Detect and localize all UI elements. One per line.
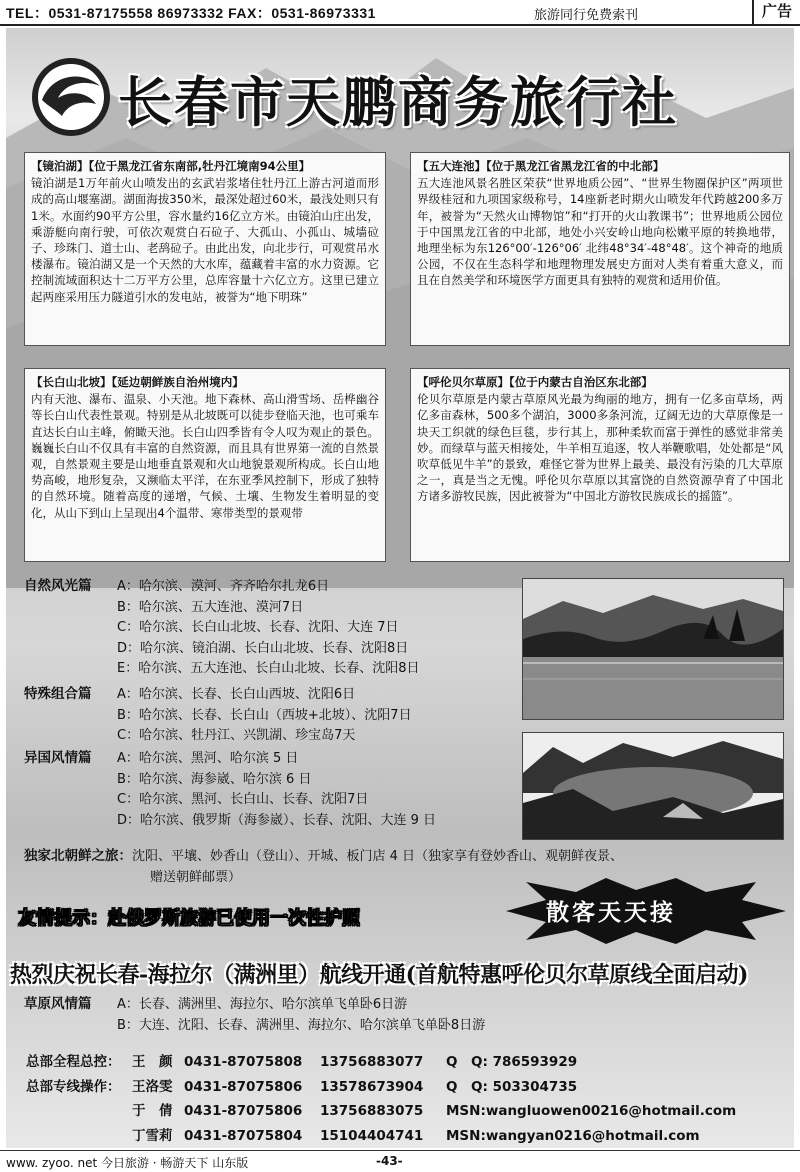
- company-name: 长春市天鹏商务旅行社: [118, 70, 678, 134]
- contact-row: [26, 1050, 736, 1075]
- routes-foreign: [24, 748, 436, 831]
- contact-name: 王 颜: [132, 1054, 173, 1070]
- attraction-card-changbaishan: [24, 368, 386, 562]
- attraction-description: 内有天池、瀑布、温泉、小天池。地下森林、高山滑雪场、岳桦幽谷等长白山代表性景观。特别是从北坡既可以徒步登临天池，也可乘车直达长白山主峰，俯瞰天池。长白山四季皆有令人叹为观止的景色。巍巍长白山不仅具有丰富的自然资源，而且具有世界第一流的自然景观，自然景观主要是山地垂直景观和火山地貌景观所构成。长白山地势高峻，地形复杂，又濒临太平洋，在东亚季风控制下，形成了独特的自然环境。随着高度的递增，气候、土壤、生物发生着明显的变化，从山下到山上呈现出4个温带、寒带类型的景观带: [31, 392, 379, 520]
- routes-special: [24, 684, 412, 747]
- company-logo: [30, 56, 112, 138]
- route-item: D：哈尔滨、俄罗斯（海参崴）、长春、沈阳、大连 9 日: [117, 812, 437, 828]
- attraction-title: 【长白山北坡】【延边朝鲜族自治州境内】: [31, 375, 244, 389]
- route-item: A：长春、满洲里、海拉尔、哈尔滨单飞单卧6日游: [117, 997, 408, 1012]
- route-item: B：哈尔滨、长春、长白山（西坡+北坡）、沈阳7日: [117, 707, 412, 723]
- contact-role: 总部全程总控：: [26, 1054, 121, 1070]
- contact-tel: 0431-87075808: [184, 1054, 303, 1070]
- contact-name: 王洛雯: [132, 1078, 173, 1095]
- attraction-title: 【镜泊湖】【位于黑龙江省东南部,牡丹江境南94公里】: [31, 159, 311, 173]
- contact-row: [26, 1099, 736, 1124]
- advertisement: [6, 28, 794, 1148]
- contact-mobile: 15104404741: [320, 1127, 424, 1144]
- attraction-card-wudalianchi: [410, 152, 790, 346]
- contact-im: wangluowen00216@hotmail.com: [485, 1103, 737, 1119]
- attraction-description: 伦贝尔草原是内蒙古草原风光最为绚丽的地方，拥有一亿多亩草场，两亿多亩森林，500多个湖泊，3000多条河流，辽阔无边的大草原像是一块天工织就的绿色巨毯，步行其上，那种柔软而富于弹性的感觉非常美妙。而绿草与蓝天相接处，牛羊相互追逐，牧人举鞭歌唱，处处都是“风吹草低见牛羊”的景致，难怪它誉为世界上最美、最没有污染的几大草原之一，真是当之无愧。呼伦贝尔草原以其富饶的自然资源孕育了中国北方诸多游牧民族，因此被誉为“中国北方游牧民族成长的摇篮”。: [417, 392, 783, 504]
- page-number: -43-: [376, 1154, 403, 1168]
- route-item: C：哈尔滨、牡丹江、兴凯湖、珍宝岛7天: [117, 728, 356, 743]
- contact-im: 786593929: [492, 1054, 578, 1070]
- lake-photo: [522, 578, 784, 720]
- friendly-tip: 友情提示：赴俄罗斯旅游已使用一次性护照: [18, 908, 360, 929]
- attraction-card-jingpo: [24, 152, 386, 346]
- footer: [0, 1150, 800, 1172]
- route-item: A：哈尔滨、黑河、哈尔滨 5 日: [117, 751, 299, 766]
- route-item: C：哈尔滨、长白山北坡、长春、沈阳、大连 7日: [117, 620, 399, 635]
- footer-site: www. zyoo. net 今日旅游 · 畅游天下 山东版: [6, 1156, 249, 1170]
- contact-tel: 0431-87075804: [184, 1127, 303, 1144]
- contact-list: [26, 1050, 736, 1148]
- top-bar: [0, 0, 800, 26]
- route-item: B：哈尔滨、五大连池、漠河7日: [117, 599, 304, 615]
- contact-im: wangyan0216@hotmail.com: [485, 1127, 700, 1144]
- routes-grassland: [24, 994, 485, 1036]
- contact-name: 丁雪莉: [132, 1127, 173, 1144]
- contact-mobile: 13756883077: [320, 1054, 424, 1070]
- route-label: 特殊组合篇: [24, 686, 92, 702]
- route-launch-banner: 热烈庆祝长春-海拉尔（满洲里）航线开通(首航特惠呼伦贝尔草原线全面启动): [10, 962, 748, 988]
- mountain-lake-photo: [522, 732, 784, 840]
- attraction-description: 五大连池风景名胜区荣获“世界地质公园”、“世界生物圈保护区”两项世界级桂冠和九项国家级称号，14座新老时期火山喷发年代跨越200多万年，被誉为“天然火山博物馆”和“打开的火山教课书”；世界地质公园位于中国黑龙江省的中北部，地处小兴安岭山地向松嫩平原的转换地带，地理坐标为东126°00′-126°06′ 北纬48°34′-48°48′。这个神奇的地质公园，不仅在生态科学和地理物理发展史方面对人类有着重大意义，而且在自然美学和环境医学方面更具有独特的观赏和适用价值。: [417, 176, 783, 288]
- contact-name: 于 倩: [132, 1103, 173, 1119]
- route-label: 草原风情篇: [24, 996, 92, 1012]
- contact-im-label: Q Q:: [446, 1054, 488, 1070]
- route-item: B：哈尔滨、海参崴、哈尔滨 6 日: [117, 771, 312, 787]
- korea-label: 独家北朝鲜之旅：: [24, 848, 132, 864]
- header-contact: TEL：0531-87175558 86973332 FAX：0531-86973331: [6, 5, 376, 21]
- attraction-title: 【五大连池】【位于黑龙江省黑龙江省的中北部】: [417, 159, 665, 173]
- route-label: 异国风情篇: [24, 750, 92, 766]
- route-item: B：大连、沈阳、长春、满洲里、海拉尔、哈尔滨单飞单卧8日游: [117, 1017, 486, 1033]
- header-slogan: 旅游同行免费索刊: [534, 7, 639, 22]
- attraction-title: 【呼伦贝尔草原】【位于内蒙古自治区东北部】: [417, 375, 653, 389]
- routes-nature: [24, 576, 420, 680]
- route-item: D：哈尔滨、镜泊湖、长白山北坡、长春、沈阳8日: [117, 640, 409, 656]
- ad-tag: 广告: [752, 0, 800, 24]
- contact-im-label: MSN:: [446, 1103, 486, 1119]
- contact-tel: 0431-87075806: [184, 1103, 303, 1119]
- contact-row: [26, 1075, 736, 1100]
- korea-line1: 沈阳、平壤、妙香山（登山）、开城、板门店 4 日（独家享有登妙香山、观朝鲜夜景、: [132, 849, 624, 864]
- route-label: 自然风光篇: [24, 578, 92, 594]
- route-item: E：哈尔滨、五大连池、长白山北坡、长春、沈阳8日: [117, 661, 420, 676]
- contact-row: [26, 1124, 736, 1149]
- route-item: C：哈尔滨、黑河、长白山、长春、沈阳7日: [117, 792, 369, 807]
- contact-im: 503304735: [492, 1078, 578, 1095]
- contact-mobile: 13756883075: [320, 1103, 424, 1119]
- contact-tel: 0431-87075806: [184, 1078, 303, 1095]
- contact-im-label: Q Q:: [446, 1078, 488, 1095]
- route-item: A：哈尔滨、漠河、齐齐哈尔扎龙6日: [117, 579, 330, 594]
- contact-mobile: 13578673904: [320, 1078, 424, 1095]
- contact-im-label: MSN:: [446, 1127, 486, 1144]
- daily-departure-badge: 散客天天接: [546, 900, 676, 926]
- attraction-description: 镜泊湖是1万年前火山喷发出的玄武岩浆堵住牡丹江上游古河道而形成的高山堰塞湖。湖面海拔350米，最深处超过60米，最浅处则只有1米。水面约90平方公里，容水量约16亿立方米。由镜泊山庄出发，乘游艇向南行驶，可依次观赏白石砬子、大孤山、小孤山、城墙砬子、珍珠门、道士山、老鸹砬子。由此出发，向北步行，可观赏吊水楼瀑布。镜泊湖又是一个天然的大水库，蕴藏着丰富的水力资源。它控制流域面积达十二万平方公里，总库容量十六亿立方。这里已建立起两座采用压力隧道引水的发电站，被誉为“地下明珠”: [31, 176, 379, 304]
- contact-role: 总部专线操作：: [26, 1078, 121, 1095]
- attraction-card-hulunbuir: [410, 368, 790, 562]
- route-item: A：哈尔滨、长春、长白山西坡、沈阳6日: [117, 687, 356, 702]
- korea-line2: 赠送朝鲜邮票）: [150, 869, 242, 885]
